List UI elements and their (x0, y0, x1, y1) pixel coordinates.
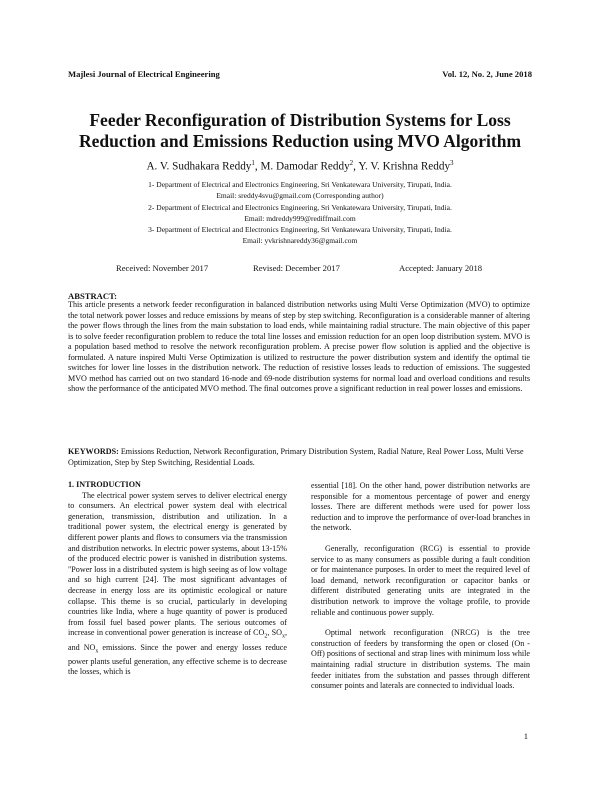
author-name: A. V. Sudhakara Reddy (146, 160, 252, 173)
author-mark: 1 (251, 159, 255, 167)
affiliations (80, 179, 520, 247)
paper-title: Feeder Reconfiguration of Distribution Systems for Loss Reduction and Emissions Reduction using MVO Algorithm (78, 110, 522, 151)
running-header (68, 69, 532, 81)
author-name: Y. V. Krishna Reddy (358, 160, 451, 173)
subscript: x (95, 648, 99, 655)
affiliation-line: 1- Department of Electrical and Electronics Engineering, Sri Venkatewara University, Tirupati, India. (148, 180, 452, 189)
volume-info: Vol. 12, No. 2, June 2018 (442, 69, 532, 79)
intro-paragraph-1: The electrical power system serves to deliver electrical energy to consumers. An electrical power system deal with electrical generation, transmission, distribution and utilization. In a traditional power system, the electrical energy is generated by different power plants and flows to consumers via the transmission and distribution networks. In electric power systems, about 13-15% of the produced electric power is vanished in distribution systems. "Power loss in a distributed system is high seeing as of low voltage and so high current [24]. The most significant advantages of decrease in energy loss are its optimistic ecological or nature collapse. This theme is so crucial, particularly in developing countries like India, where a huge quantity of power is produced from fossil fuel based power plants. The serious outcomes of increase in conventional power generation is increase of $CO_2$, $SO_x$, and $NO_x$ emissions. Since the power and energy losses reduce power plants useful generation, any effective scheme is to decrease the losses, which is (68, 490, 287, 677)
keywords-text: Emissions Reduction, Network Reconfiguration, Primary Distribution System, Radial Nature, Real Power Loss, Multi Verse Optimization, Step by Step Switching, Residential Loads. (68, 447, 524, 467)
intro-paragraph-1-continued: essential [18]. On the other hand, power distribution networks are responsible for a momentous percentage of power and energy losses. There are different methods were used for power loss reduction and to improve the performance of over-load branches in the network. (311, 481, 530, 533)
intro-paragraph-3: Optimal network reconfiguration (NRCG) is the tree construction of feeders by transforming the open or closed (On - Off) positions of sectional and strap lines with minimum loss while maintaining radial structure in distribution systems. The main feeder initiates from the substation and passes through different consumer points and laterals are connected to individual loads. (311, 628, 530, 691)
author-mark: 2 (349, 159, 354, 167)
page-number: 1 (523, 731, 528, 741)
author-list: A. V. Sudhakara Reddy$^1$, M. Damodar Reddy$^2$, Y. V. Krishna Reddy$^3$ (146, 159, 454, 173)
affiliation-email: Email: mdreddy999@rediffmail.com (244, 213, 356, 223)
author-name: M. Damodar Reddy (260, 160, 350, 173)
submission-dates (68, 263, 532, 275)
keywords (68, 447, 530, 468)
accepted-date: Accepted: January 2018 (399, 263, 483, 273)
right-column (311, 481, 530, 692)
subscript: 2 (264, 633, 268, 640)
received-date: Received: November 2017 (116, 263, 209, 273)
section-heading: 1. INTRODUCTION (68, 480, 141, 489)
abstract-heading: ABSTRACT: (68, 291, 118, 301)
journal-name: Majlesi Journal of Electrical Engineering (68, 69, 220, 79)
affiliation-line: 2- Department of Electrical and Electronics Engineering, Sri Venkatewara University, Tirupati, India. (148, 202, 452, 212)
left-column (68, 480, 287, 678)
affiliation-email: Email: sreddy4svu@gmail.com (Corresponding author) (216, 191, 384, 201)
subscript: x (281, 633, 285, 640)
revised-date: Revised: December 2017 (253, 263, 340, 273)
affiliation-email: Email: yvkrishnareddy36@gmail.com (242, 236, 358, 246)
author-mark: 3 (450, 159, 454, 167)
keywords-label: KEYWORDS: (68, 447, 119, 456)
affiliation-line: 3- Department of Electrical and Electronics Engineering, Sri Venkatewara University, Tirupati, India. (148, 225, 452, 235)
intro-paragraph-2: Generally, reconfiguration (RCG) is essential to provide service to as many consumers as possible during a fault condition or for maintenance purposes. In order to meet the required level of load demand, network reconfiguration or capacitor banks or different distributed generating units are integrated in the distribution network to improve the voltage profile, to provide reliable and continuous power supply. (311, 543, 530, 617)
abstract-text: This article presents a network feeder reconfiguration in balanced distribution networks using Multi Verse Optimization (MVO) to optimize the total network power losses and reduce emissions by means of step by step switching. Reconfiguration is a considerable manner of altering the power flows through the lines from the main substation to load ends, while maintaining radial structure. The main objective of this paper is to solve feeder reconfiguration problem to reduce the total line losses and emission reduction for an open loop distribution system. MVO is a population based method to resolve the network reconfiguration problem. A precise power flow solution is applied and the objective is formulated. A nature inspired Multi Verse Optimization is utilized to restructure the power distribution system and identify the optimal tie switches for lower line losses in the distribution network. The reduction of resistive losses leads to reduction of emissions. The suggested MVO method has carried out on two standard 16-node and 69-node distribution systems for normal load and overload conditions and results show the performance of the anticipated MVO method. The final outcomes prove a significant reduction in real power losses and emissions. (68, 300, 530, 393)
